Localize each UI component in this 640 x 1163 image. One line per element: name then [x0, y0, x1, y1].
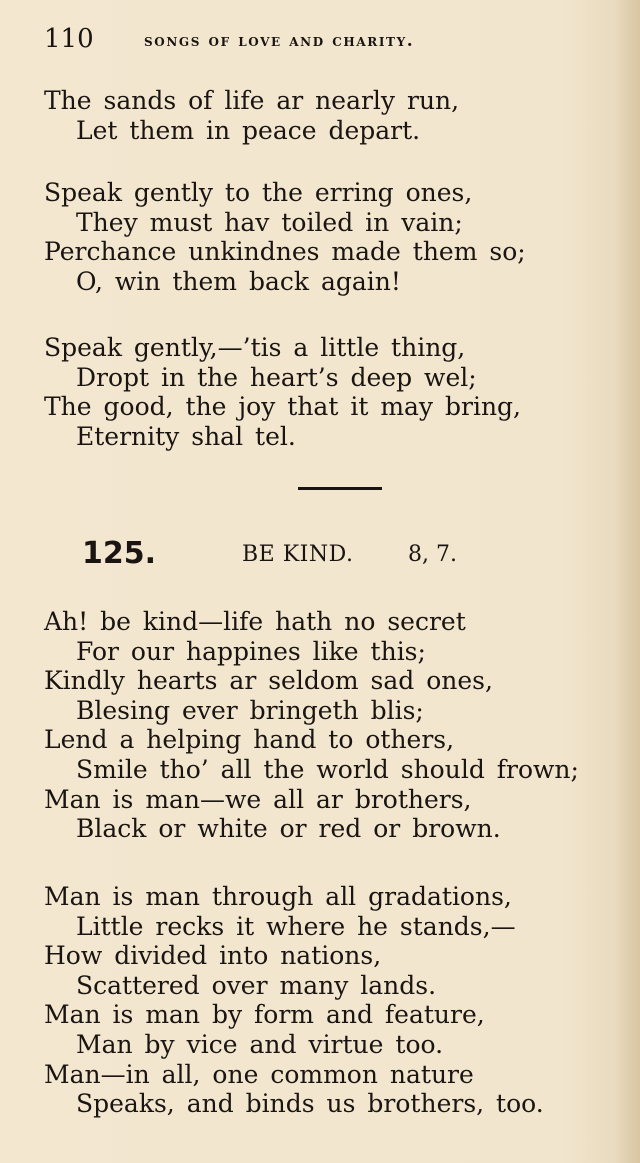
hymn-stanza-1 — [44, 607, 624, 844]
verse-line: Man is man by form and feature, — [44, 1000, 485, 1030]
page-header — [44, 22, 564, 56]
verse-line: Kindly hearts ar seldom sad ones, — [44, 666, 493, 696]
verse-line: The sands of life ar nearly run, — [44, 86, 460, 115]
verse-line: Man is man through all gradations, — [44, 882, 512, 911]
verse-line: Man by vice and virtue too. — [76, 1029, 444, 1059]
section-divider — [298, 487, 382, 490]
verse-line: Dropt in the heart’s deep wel; — [76, 362, 477, 392]
stanza-top-1 — [44, 86, 624, 145]
verse-line: Blesing ever bringeth blis; — [76, 695, 424, 725]
verse-line: Speak gently to the erring ones, — [44, 178, 473, 207]
verse-line: Perchance unkindnes made them so; — [44, 237, 526, 267]
verse-line: Little recks it where he stands,— — [76, 911, 516, 941]
stanza-top-3 — [44, 333, 624, 451]
hymn-stanza-2 — [44, 882, 624, 1119]
verse-line: Lend a helping hand to others, — [44, 725, 455, 755]
verse-line: How divided into nations, — [44, 941, 382, 971]
hymn-title: BE KIND. — [242, 542, 354, 567]
verse-line: O, win them back again! — [76, 266, 401, 296]
verse-line: Smile tho’ all the world should frown; — [76, 754, 579, 784]
hymn-number: 125. — [82, 536, 157, 571]
hymn-meter: 8, 7. — [408, 542, 457, 567]
stanza-top-2 — [44, 178, 624, 296]
verse-line: Eternity shal tel. — [76, 421, 296, 451]
verse-line: Man is man—we all ar brothers, — [44, 784, 472, 814]
verse-line: Black or white or red or brown. — [76, 814, 501, 844]
verse-line: Let them in peace depart. — [76, 115, 421, 145]
verse-line: Scattered over many lands. — [76, 970, 437, 1000]
verse-line: The good, the joy that it may bring, — [44, 392, 521, 422]
verse-line: Speak gently,—’tis a little thing, — [44, 333, 466, 362]
verse-line: For our happines like this; — [76, 636, 426, 666]
running-title: songs of love and charity. — [144, 31, 415, 51]
verse-line: Ah! be kind—life hath no secret — [44, 607, 466, 636]
page-number: 110 — [44, 24, 94, 54]
verse-line: They must hav toiled in vain; — [76, 207, 463, 237]
verse-line: Speaks, and binds us brothers, too. — [76, 1089, 544, 1119]
verse-line: Man—in all, one common nature — [44, 1059, 474, 1089]
